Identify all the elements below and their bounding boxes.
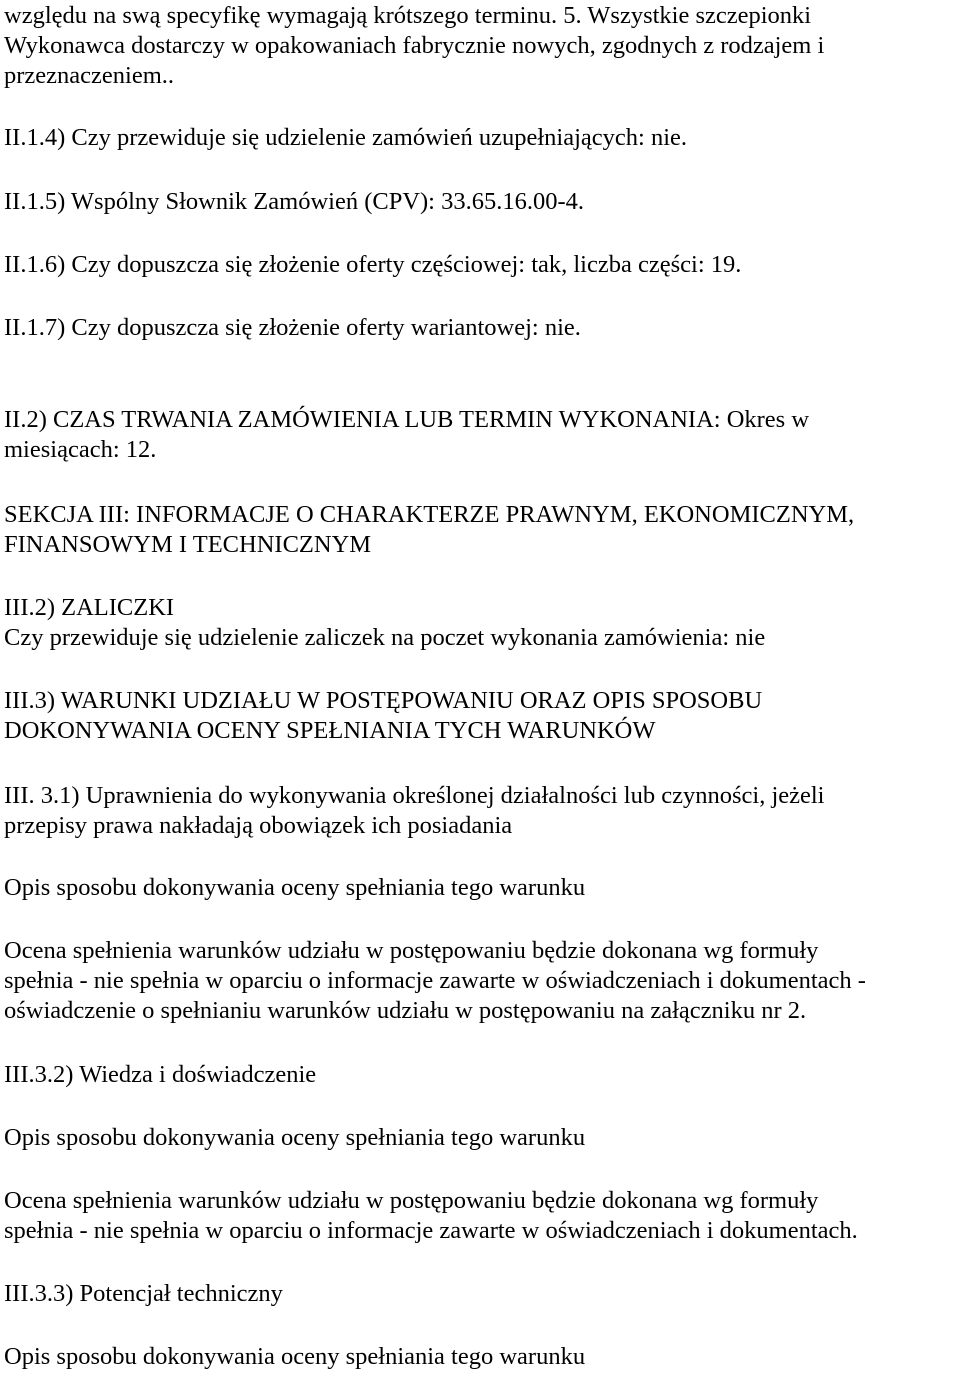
text-line: II.2) CZAS TRWANIA ZAMÓWIENIA LUB TERMIN WYKONANIA: Okres w <box>4 406 810 433</box>
paragraph-assessment-method <box>4 1342 958 1372</box>
paragraph-vaccine-delivery <box>4 1 958 91</box>
text-line: względu na swą specyfikę wymagają krótszego terminu. 5. Wszystkie szczepionki <box>4 2 812 29</box>
text-line: II.1.5) Wspólny Słownik Zamówień (CPV): 33.65.16.00-4. <box>4 188 585 215</box>
text-line: Ocena spełnienia warunków udziału w postępowaniu będzie dokonana wg formuły <box>4 937 819 964</box>
text-line: III.2) ZALICZKI <box>4 594 175 621</box>
text-line: Opis sposobu dokonywania oceny spełniania tego warunku <box>4 1124 586 1151</box>
heading-knowledge-experience <box>4 1060 958 1090</box>
text-line: Ocena spełnienia warunków udziału w postępowaniu będzie dokonana wg formuły <box>4 1187 819 1214</box>
text-line: DOKONYWANIA OCENY SPEŁNIANIA TYCH WARUNKÓW <box>4 717 656 744</box>
paragraph-assessment-method <box>4 1123 958 1153</box>
text-line: II.1.4) Czy przewiduje się udzielenie zamówień uzupełniających: nie. <box>4 124 687 151</box>
text-line: oświadczenie o spełnianiu warunków udziału w postępowaniu na załączniku nr 2. <box>4 997 807 1024</box>
heading-section-iii <box>4 500 958 560</box>
text-line: przeznaczeniem.. <box>4 62 175 89</box>
text-line: II.1.7) Czy dopuszcza się złożenie oferty wariantowej: nie. <box>4 314 581 341</box>
text-line: II.1.6) Czy dopuszcza się złożenie oferty częściowej: tak, liczba części: 19. <box>4 251 742 278</box>
heading-technical-potential <box>4 1279 958 1309</box>
paragraph-partial-offers <box>4 250 958 280</box>
text-line: przepisy prawa nakładają obowiązek ich posiadania <box>4 812 513 839</box>
text-line: III.3.3) Potencjał techniczny <box>4 1280 283 1307</box>
heading-contract-duration <box>4 405 958 465</box>
paragraph-cpv-code <box>4 187 958 217</box>
text-line: Wykonawca dostarczy w opakowaniach fabrycznie nowych, zgodnych z rodzajem i <box>4 32 825 59</box>
paragraph-authorizations <box>4 781 958 841</box>
text-line: III. 3.1) Uprawnienia do wykonywania określonej działalności lub czynności, jeżeli <box>4 782 825 809</box>
paragraph-assessment-details <box>4 1186 958 1246</box>
text-line: spełnia - nie spełnia w oparciu o informacje zawarte w oświadczeniach i dokumentach. <box>4 1217 858 1244</box>
text-line: Czy przewiduje się udzielenie zaliczek na poczet wykonania zamówienia: nie <box>4 624 766 651</box>
text-line: SEKCJA III: INFORMACJE O CHARAKTERZE PRAWNYM, EKONOMICZNYM, <box>4 501 855 528</box>
heading-participation-conditions <box>4 686 958 746</box>
paragraph-assessment-method <box>4 873 958 903</box>
paragraph-advances <box>4 593 958 653</box>
text-line: miesiącach: 12. <box>4 436 157 463</box>
text-line: III.3) WARUNKI UDZIAŁU W POSTĘPOWANIU ORAZ OPIS SPOSOBU <box>4 687 763 714</box>
paragraph-supplementary-orders <box>4 123 958 153</box>
text-line: III.3.2) Wiedza i doświadczenie <box>4 1061 317 1088</box>
text-line: spełnia - nie spełnia w oparciu o informacje zawarte w oświadczeniach i dokumentach - <box>4 967 866 994</box>
text-line: Opis sposobu dokonywania oceny spełniania tego warunku <box>4 874 586 901</box>
paragraph-assessment-details <box>4 936 958 1026</box>
text-line: Opis sposobu dokonywania oceny spełniania tego warunku <box>4 1343 586 1370</box>
paragraph-variant-offers <box>4 313 958 343</box>
text-line: FINANSOWYM I TECHNICZNYM <box>4 531 372 558</box>
